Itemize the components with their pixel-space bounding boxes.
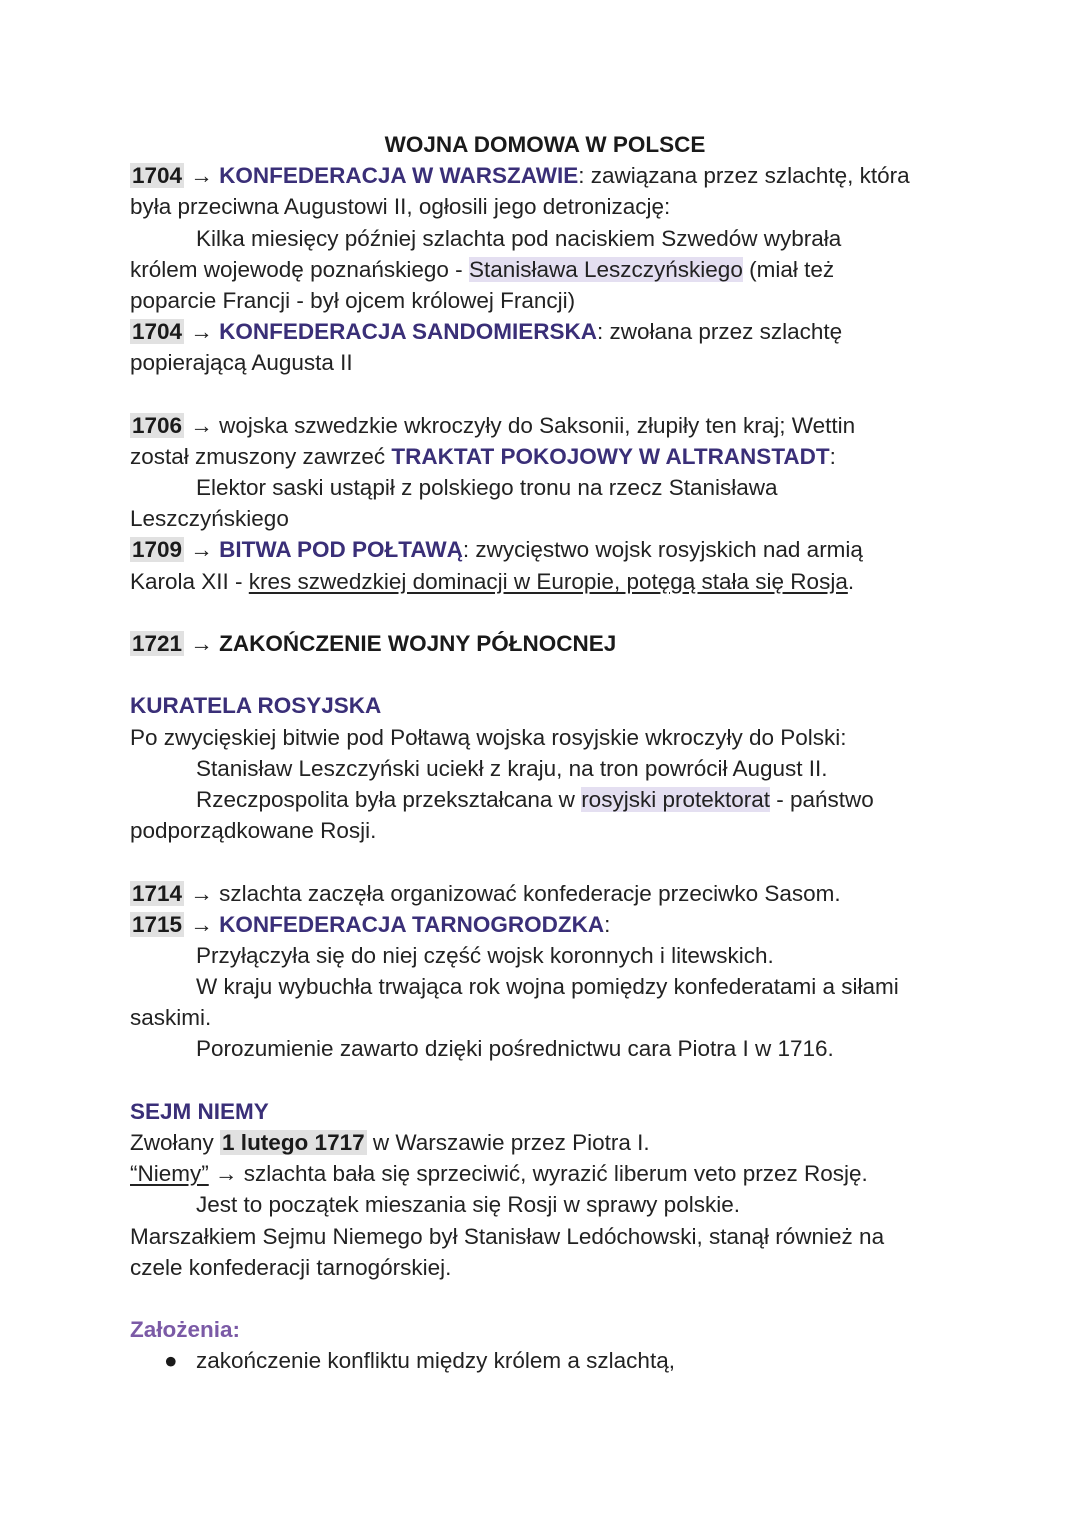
highlighted-term: rosyjski protektorat xyxy=(581,786,770,812)
text-line: Po zwycięskiej bitwie pod Połtawą wojska rosyjskie wkroczyły do Polski: xyxy=(130,724,847,750)
spacer xyxy=(130,1065,960,1096)
text-line: Stanisław Leszczyński uciekł z kraju, na tron powrócił August II. xyxy=(196,755,828,781)
year-badge: 1709 xyxy=(132,537,183,563)
event-name: ZAKOŃCZENIE WOJNY PÓŁNOCNEJ xyxy=(219,631,617,656)
text-line: W kraju wybuchła trwająca rok wojna pomiędzy konfederatami a siłami xyxy=(196,974,899,1000)
spacer xyxy=(130,846,960,877)
text-span: (miał też xyxy=(742,256,835,282)
event-text: : xyxy=(604,911,611,937)
text-line: Elektor saski ustąpił z polskiego tronu na rzecz Stanisława xyxy=(196,475,778,501)
document-content xyxy=(130,129,960,1377)
arrow-icon: → xyxy=(190,911,213,937)
spacer xyxy=(130,1283,960,1314)
spacer xyxy=(130,597,960,628)
event-name: BITWA POD POŁTAWĄ xyxy=(219,537,463,563)
arrow-icon: → xyxy=(190,880,213,906)
year-badge: 1721 xyxy=(132,631,183,656)
event-name: KONFEDERACJA SANDOMIERSKA xyxy=(219,319,598,345)
text-line: Jest to początek mieszania się Rosji w sprawy polskie. xyxy=(196,1192,740,1218)
event-text: : zawiązana przez szlachtę, która xyxy=(578,163,910,189)
text-line xyxy=(130,566,960,597)
section-heading-sejm-niemy: SEJM NIEMY xyxy=(130,1098,269,1124)
list-item xyxy=(130,1345,960,1376)
text-line: była przeciwna Augustowi II, ogłosili jego detronizację: xyxy=(130,194,671,220)
entry-1704-warszawa xyxy=(130,160,960,191)
text-span: : xyxy=(829,443,836,469)
entry-1714 xyxy=(130,878,960,909)
section-heading-kuratela: KURATELA ROSYJSKA xyxy=(130,693,382,719)
spacer xyxy=(130,379,960,410)
underlined-text: “Niemy” xyxy=(130,1161,209,1187)
text-line xyxy=(130,254,960,285)
text-line xyxy=(130,441,960,472)
list-item-text: zakończenie konfliktu między królem a szlachtą, xyxy=(196,1348,675,1374)
section-heading-zalozenia: Założenia: xyxy=(130,1317,241,1343)
year-badge: 1704 xyxy=(132,319,183,345)
text-line xyxy=(130,1127,960,1158)
page-title: WOJNA DOMOWA W POLSCE xyxy=(384,132,706,157)
text-line: podporządkowane Rosji. xyxy=(130,818,377,844)
text-span: . xyxy=(847,568,855,594)
text-span: Karola XII - xyxy=(130,568,249,594)
text-span: królem wojewodę poznańskiego - xyxy=(130,256,469,282)
arrow-icon: → xyxy=(190,163,213,189)
event-name: TRAKTAT POKOJOWY W ALTRANSTADT xyxy=(391,443,830,469)
event-text: wojska szwedzkie wkroczyły do Saksonii, złupiły ten kraj; Wettin xyxy=(212,412,856,438)
text-span: Rzeczpospolita była przekształcana w xyxy=(196,786,582,812)
text-span: Zwołany xyxy=(130,1130,221,1155)
arrow-icon: → xyxy=(215,1161,238,1187)
entry-1721 xyxy=(130,628,960,659)
event-name: KONFEDERACJA W WARSZAWIE xyxy=(219,163,579,189)
text-span: - państwo xyxy=(770,786,874,812)
entry-1715 xyxy=(130,909,960,940)
event-text: szlachta zaczęła organizować konfederacje przeciwko Sasom. xyxy=(212,880,841,906)
text-line: Przyłączyła się do niej część wojsk koronnych i litewskich. xyxy=(196,942,774,968)
year-badge: 1715 xyxy=(132,911,183,937)
bullet-icon: ● xyxy=(164,1348,178,1374)
spacer xyxy=(130,659,960,690)
text-line: Kilka miesięcy później szlachta pod naciskiem Szwedów wybrała xyxy=(196,225,842,251)
underlined-text: kres szwedzkiej dominacji w Europie, potęgą stała się Rosja xyxy=(248,568,848,594)
arrow-icon: → xyxy=(190,537,213,563)
entry-1706 xyxy=(130,410,960,441)
text-line: Leszczyńskiego xyxy=(130,506,289,532)
event-text: : zwołana przez szlachtę xyxy=(597,319,843,345)
text-line xyxy=(130,1158,960,1189)
year-badge: 1706 xyxy=(132,412,183,438)
event-name: KONFEDERACJA TARNOGRODZKA xyxy=(219,911,605,937)
text-line: czele konfederacji tarnogórskiej. xyxy=(130,1254,452,1280)
highlighted-date: 1 lutego 1717 xyxy=(222,1130,365,1155)
year-badge: 1704 xyxy=(132,163,183,189)
highlighted-name: Stanisława Leszczyńskiego xyxy=(468,256,743,282)
text-span: szlachta bała się sprzeciwić, wyrazić liberum veto przez Rosję. xyxy=(237,1161,868,1187)
text-line: Porozumienie zawarto dzięki pośrednictwu cara Piotra I w 1716. xyxy=(196,1036,834,1062)
arrow-icon: → xyxy=(190,631,213,656)
text-line xyxy=(130,784,960,815)
text-line: poparcie Francji - był ojcem królowej Francji) xyxy=(130,287,576,313)
entry-1704-sandomierska xyxy=(130,316,960,347)
text-span: w Warszawie przez Piotra I. xyxy=(366,1130,650,1155)
text-line: saskimi. xyxy=(130,1005,212,1031)
year-badge: 1714 xyxy=(132,880,183,906)
event-text: : zwycięstwo wojsk rosyjskich nad armią xyxy=(462,537,863,563)
text-line: Marszałkiem Sejmu Niemego był Stanisław Ledóchowski, stanął również na xyxy=(130,1223,885,1249)
text-line: popierającą Augusta II xyxy=(130,350,353,376)
entry-1709 xyxy=(130,534,960,565)
arrow-icon: → xyxy=(190,319,213,345)
arrow-icon: → xyxy=(190,412,213,438)
text-span: został zmuszony zawrzeć xyxy=(130,443,392,469)
